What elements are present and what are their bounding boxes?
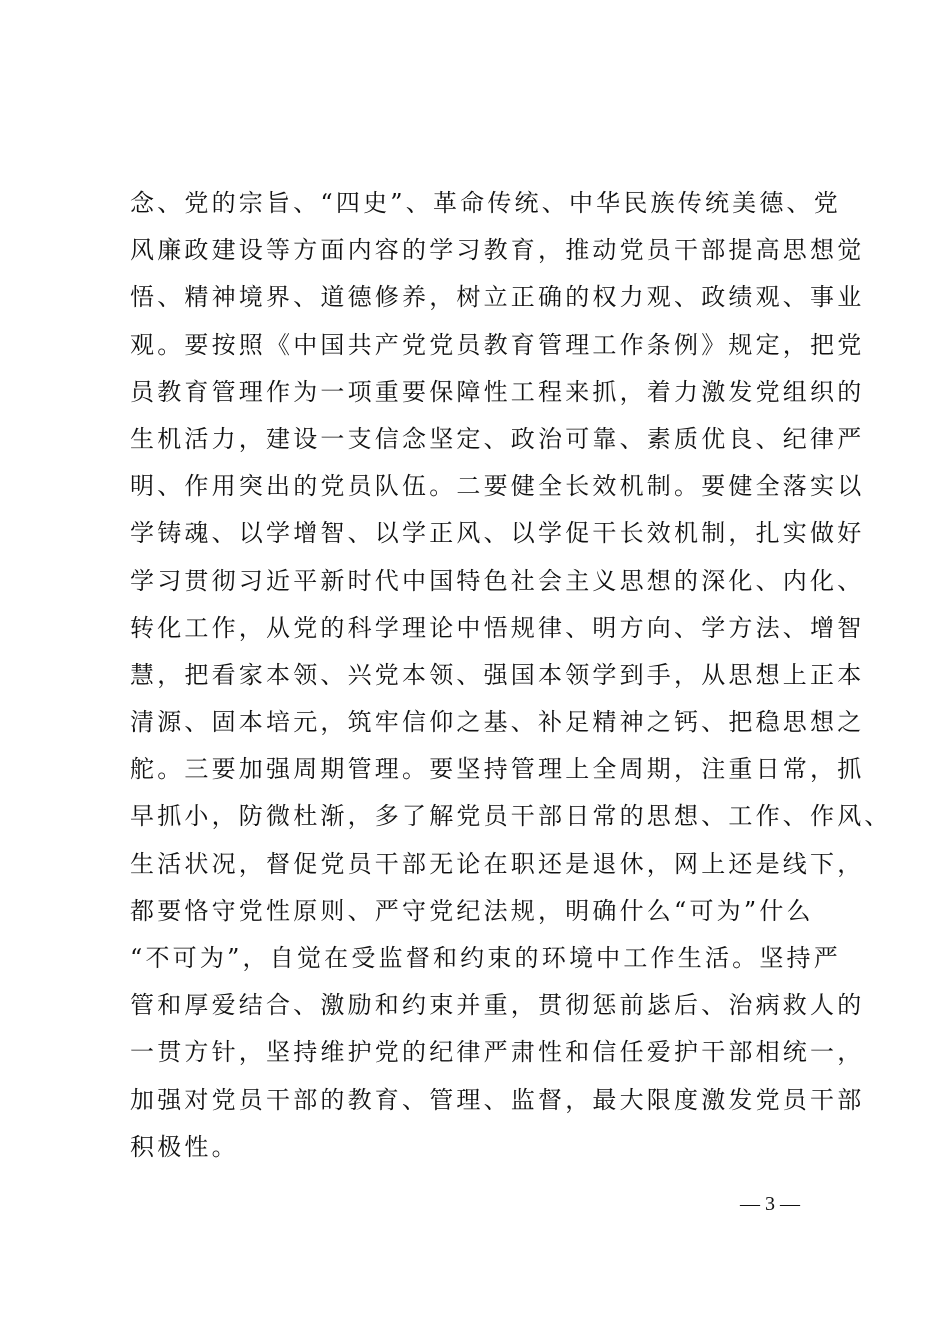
text-line: 风廉政建设等方面内容的学习教育，推动党员干部提高思想觉 (130, 236, 865, 265)
page-number: — 3 — (740, 1193, 800, 1215)
text-line: 清源、固本培元，筑牢信仰之基、补足精神之钙、把稳思想之 (130, 708, 865, 737)
text-line: 都要恪守党性原则、严守党纪法规，明确什么“可为”什么 (130, 896, 814, 925)
text-line: 舵。三要加强周期管理。要坚持管理上全周期，注重日常，抓 (130, 755, 865, 784)
text-line: “不可为”，自觉在受监督和约束的环境中工作生活。坚持严 (130, 944, 841, 972)
text-line: 员教育管理作为一项重要保障性工程来抓，着力激发党组织的 (130, 377, 865, 406)
text-line: 观。要按照《中国共产党党员教育管理工作条例》规定，把党 (130, 330, 865, 359)
text-line: 学习贯彻习近平新时代中国特色社会主义思想的深化、内化、 (130, 566, 865, 595)
text-line: 转化工作，从党的科学理论中悟规律、明方向、学方法、增智 (130, 613, 865, 642)
text-line: 积极性。 (130, 1132, 239, 1161)
text-line: 早抓小，防微杜渐，多了解党员干部日常的思想、工作、作风、 (130, 802, 892, 831)
text-line: 学铸魂、以学增智、以学正风、以学促干长效机制，扎实做好 (130, 519, 865, 548)
text-line: 念、党的宗旨、“四史”、革命传统、中华民族传统美德、党 (130, 189, 841, 217)
body-paragraph (130, 180, 892, 1171)
text-line: 明、作用突出的党员队伍。二要健全长效机制。要健全落实以 (130, 472, 865, 501)
text-line: 悟、精神境界、道德修养，树立正确的权力观、政绩观、事业 (130, 283, 865, 312)
text-line: 一贯方针，坚持维护党的纪律严肃性和信任爱护干部相统一， (130, 1038, 865, 1067)
text-line: 生活状况，督促党员干部无论在职还是退休，网上还是线下， (130, 849, 865, 878)
text-line: 加强对党员干部的教育、管理、监督，最大限度激发党员干部 (130, 1085, 865, 1114)
text-line: 管和厚爱结合、激励和约束并重，贯彻惩前毖后、治病救人的 (130, 991, 865, 1020)
text-line: 慧，把看家本领、兴党本领、强国本领学到手，从思想上正本 (130, 660, 865, 689)
text-line: 生机活力，建设一支信念坚定、政治可靠、素质优良、纪律严 (130, 424, 865, 453)
